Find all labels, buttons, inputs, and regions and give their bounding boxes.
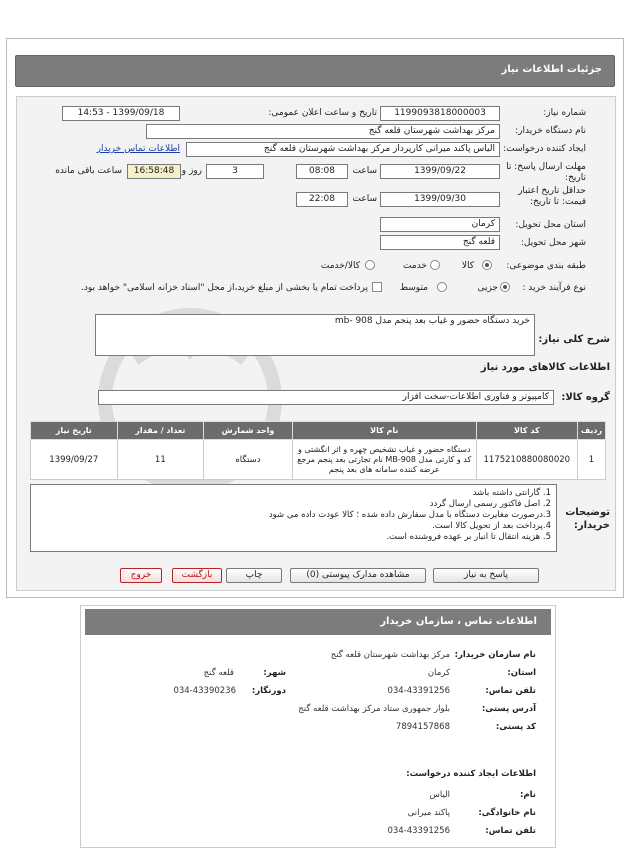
creator-label: ایجاد کننده درخواست: <box>503 144 586 154</box>
category-radio-both[interactable] <box>365 260 375 270</box>
page-header <box>15 55 615 87</box>
goods-group-field: کامپیوتر و فناوری اطلاعات-سخت افزار <box>98 390 554 405</box>
postal-label: کد پستی: <box>495 722 536 732</box>
buyer-field: مرکز بهداشت شهرستان قلعه گنج <box>146 124 500 139</box>
category-radio-goods[interactable] <box>482 260 492 270</box>
process-radio-minor[interactable] <box>500 282 510 292</box>
contact-header <box>85 609 551 635</box>
postal-value: 7894157868 <box>395 722 450 732</box>
col-name: نام کالا <box>292 422 476 440</box>
back-button[interactable]: بازگشت <box>172 568 222 583</box>
table-row <box>31 440 606 480</box>
goods-table <box>30 421 606 480</box>
page-title: جزئیات اطلاعات نیاز <box>501 64 602 75</box>
address-label: آدرس پستی: <box>481 704 536 714</box>
process-option-medium: متوسط <box>399 283 428 293</box>
deadline-date-field: 1399/09/22 <box>380 164 500 179</box>
creator-phone-label: تلفن تماس: <box>485 826 536 836</box>
days-label: روز و <box>181 166 202 176</box>
validity-label: حداقل تاریخ اعتبار قیمت: تا تاریخ: <box>518 186 586 207</box>
summary-label: شرح کلی نیاز: <box>538 334 610 345</box>
category-option-both: کالا/خدمت <box>320 261 360 271</box>
cell-unit: دستگاه <box>204 440 293 480</box>
cell-date: 1399/09/27 <box>31 440 118 480</box>
org-value: مرکز بهداشت شهرستان قلعه گنج <box>330 650 450 660</box>
deadline-time-label: ساعت <box>352 166 377 176</box>
cell-name: دستگاه حضور و غیاب تشخیص چهره و اثر انگشتی و کد و کارتی مدل MB-908 نام تجارتی بعد پنجم مرجع عرضه کننده سامانه های بعد پنجم <box>292 440 476 480</box>
validity-time-label: ساعت <box>352 194 377 204</box>
last-name-value: پاکند میرانی <box>407 808 450 818</box>
days-field: 3 <box>206 164 264 179</box>
process-label: نوع فرآیند خرید : <box>522 283 586 293</box>
deadline-time-field: 08:08 <box>296 164 348 179</box>
category-radio-service[interactable] <box>430 260 440 270</box>
cell-row: 1 <box>577 440 605 480</box>
process-radio-medium[interactable] <box>437 282 447 292</box>
validity-date-field: 1399/09/30 <box>380 192 500 207</box>
process-note: پرداخت تمام یا بخشی از مبلغ خرید،از محل "اسناد خزانه اسلامی" خواهد بود. <box>80 283 368 293</box>
goods-section-title: اطلاعات کالاهای مورد نیاز <box>480 362 610 373</box>
org-label: نام سازمان خریدار: <box>454 650 536 660</box>
last-name-label: نام خانوادگی: <box>478 808 536 818</box>
need-number-field: 1199093818000003 <box>380 106 500 121</box>
process-option-minor: جزیی <box>477 283 498 293</box>
category-option-goods: کالا <box>461 261 474 271</box>
city-label: شهر محل تحویل: <box>520 238 586 248</box>
creator-field: الیاس پاکند میرانی کارپرداز مرکز بهداشت شهرستان قلعه گنج <box>186 142 500 157</box>
announce-label: تاریخ و ساعت اعلان عمومی: <box>268 108 377 118</box>
attachments-button[interactable]: مشاهده مدارک پیوستی (0) <box>290 568 426 583</box>
address-value: بلوار جمهوری ستاد مرکز بهداشت قلعه گنج <box>298 704 450 714</box>
cell-code: 1175210880080020 <box>476 440 577 480</box>
first-name-label: نام: <box>519 790 536 800</box>
announce-field: 1399/09/18 - 14:53 <box>62 106 180 121</box>
validity-time-field: 22:08 <box>296 192 348 207</box>
goods-group-label: گروه کالا: <box>561 392 610 403</box>
contact-title: اطلاعات تماس ، سازمان خریدار <box>380 616 537 627</box>
deadline-label: مهلت ارسال پاسخ: تا تاریخ: <box>506 162 586 183</box>
cell-qty: 11 <box>117 440 204 480</box>
note-line-4: 4.پرداخت بعد از تحویل کالا است. <box>432 521 551 531</box>
contact-city-value: قلعه گنج <box>203 668 234 678</box>
note-line-3: 3.درصورت مغایرت دستگاه با مدل سفارش داده شده ؛ کالا عودت داده می شود <box>268 510 551 520</box>
reply-button[interactable]: پاسخ به نیاز <box>433 568 539 583</box>
city-field: قلعه گنج <box>380 235 500 250</box>
phone-value: 034-43391256 <box>387 686 450 696</box>
col-qty: تعداد / مقدار <box>117 422 204 440</box>
note-line-5: 5. هزینه انتقال تا انبار بر عهده فروشنده است. <box>386 532 551 542</box>
remaining-time-field: 16:58:48 <box>127 164 181 179</box>
creator-phone-value: 034-43391256 <box>387 826 450 836</box>
buyer-contact-link[interactable]: اطلاعات تماس خریدار <box>96 144 180 154</box>
province-label: استان محل تحویل: <box>515 220 586 230</box>
exit-button[interactable]: خروج <box>120 568 162 583</box>
notes-field <box>30 484 557 552</box>
contact-city-label: شهر: <box>263 668 286 678</box>
print-button[interactable]: چاپ <box>226 568 282 583</box>
note-line-1: 1. گارانتی داشته باشد <box>472 488 551 498</box>
col-date: تاریخ نیاز <box>31 422 118 440</box>
fax-value: 034-43390236 <box>173 686 236 696</box>
col-code: کد کالا <box>476 422 577 440</box>
col-unit: واحد شمارش <box>204 422 293 440</box>
province-field: کرمان <box>380 217 500 232</box>
summary-field: خرید دستگاه حضور و غیاب بعد پنجم مدل 908 -mb <box>95 314 535 356</box>
note-line-2: 2. اصل فاکتور رسمی ارسال گردد <box>429 499 551 509</box>
col-row: ردیف <box>577 422 605 440</box>
contact-province-label: استان: <box>507 668 536 678</box>
fax-label: دورنگار: <box>251 686 286 696</box>
buyer-label: نام دستگاه خریدار: <box>515 126 586 136</box>
first-name-value: الیاس <box>429 790 450 800</box>
category-label: طبقه بندی موضوعی: <box>506 261 586 271</box>
creator-info-title: اطلاعات ایجاد کننده درخواست: <box>406 769 536 779</box>
treasury-checkbox[interactable] <box>372 282 382 292</box>
category-option-service: خدمت <box>403 261 427 271</box>
need-number-label: شماره نیاز: <box>543 108 586 118</box>
notes-label: توضیحات خریدار: <box>565 507 610 531</box>
phone-label: تلفن تماس: <box>485 686 536 696</box>
contact-province-value: کرمان <box>427 668 450 678</box>
remaining-label: ساعت باقی مانده <box>55 166 122 176</box>
